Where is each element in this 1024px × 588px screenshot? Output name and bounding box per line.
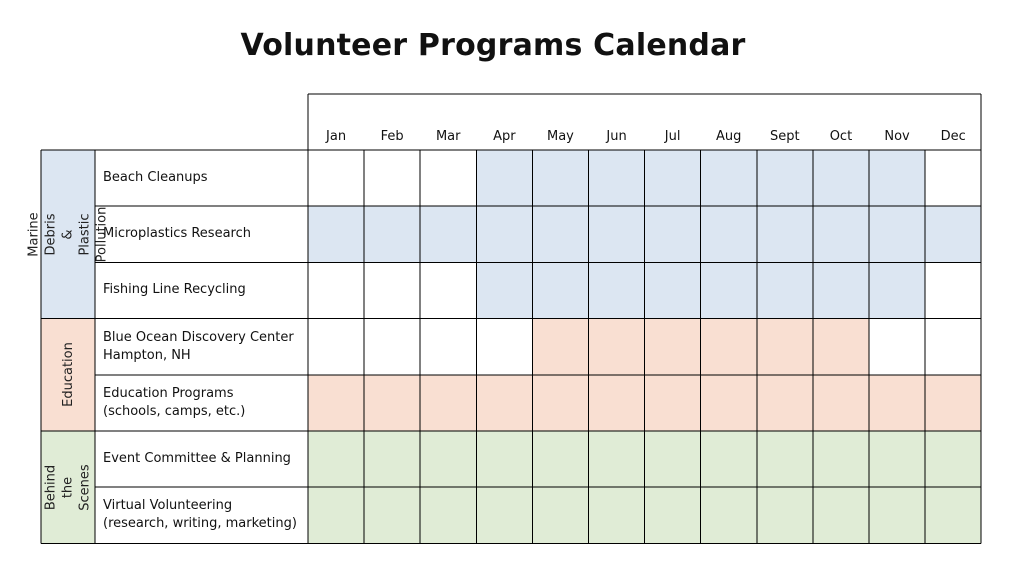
- month-header-mar: Mar: [435, 129, 461, 144]
- program-label-text: Fishing Line Recycling: [103, 282, 246, 298]
- month-header-feb: Feb: [380, 129, 404, 144]
- month-header-sept: Sept: [770, 129, 800, 144]
- program-label-text: Event Committee & Planning: [103, 451, 291, 467]
- program-label-text: Virtual Volunteering (research, writing, marketing): [103, 498, 297, 532]
- month-header-jun: Jun: [606, 129, 627, 144]
- month-header-may: May: [546, 129, 574, 144]
- program-label-text: Blue Ocean Discovery Center Hampton, NH: [103, 329, 294, 363]
- page-title: Volunteer Programs Calendar: [240, 28, 746, 63]
- program-label-text: Education Programs (schools, camps, etc.): [103, 385, 246, 419]
- month-header-aug: Aug: [716, 129, 742, 144]
- category-label: Education: [60, 342, 76, 408]
- month-header-apr: Apr: [493, 129, 516, 144]
- category-label: Behind the Scenes: [43, 463, 93, 511]
- month-header-nov: Nov: [884, 129, 910, 144]
- month-header-jan: Jan: [326, 129, 347, 144]
- month-header-dec: Dec: [940, 129, 966, 144]
- month-header-oct: Oct: [829, 129, 853, 144]
- program-label-text: Beach Cleanups: [103, 170, 208, 186]
- month-header-jul: Jul: [664, 129, 681, 144]
- category-label: Marine Debris & Plastic Pollution: [26, 206, 110, 263]
- program-label-text: Microplastics Research: [103, 226, 251, 242]
